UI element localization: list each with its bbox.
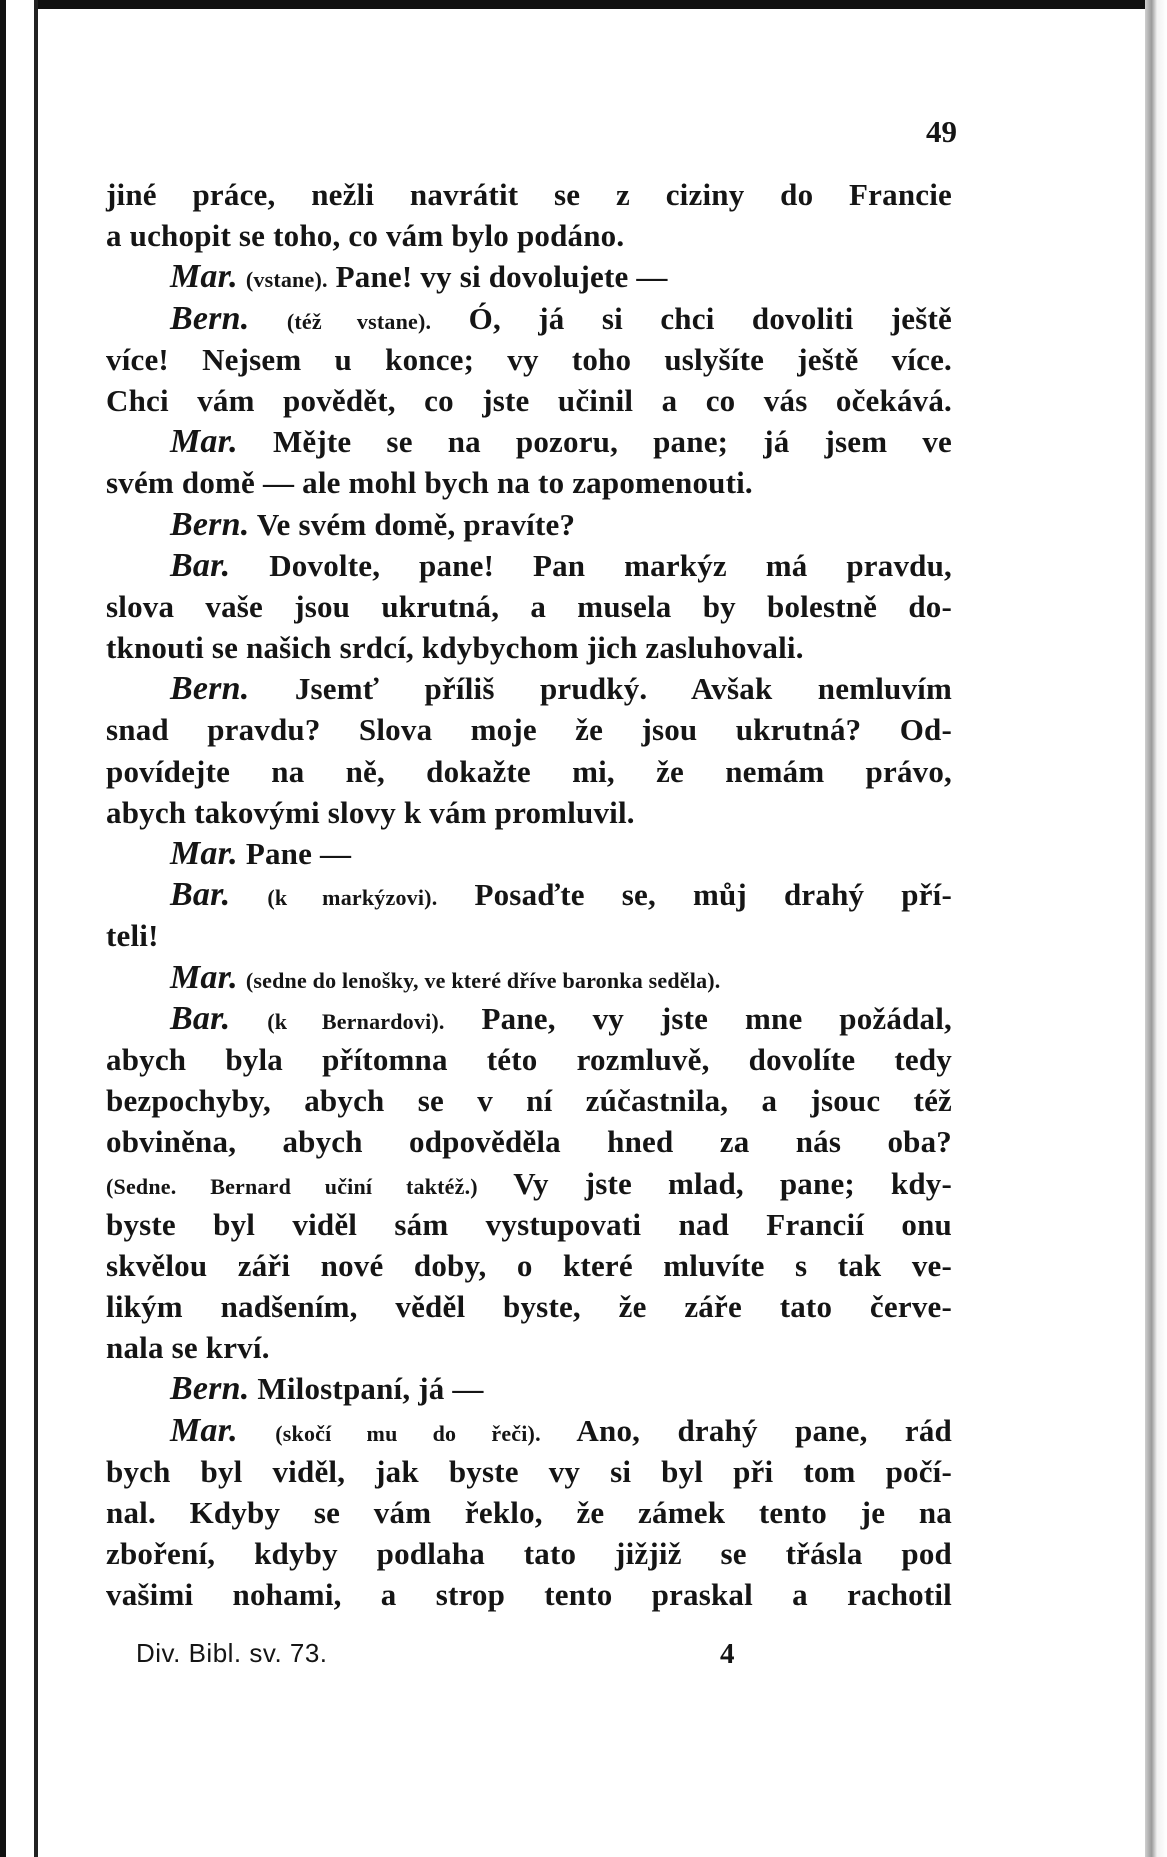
stage-direction: (k markýzovi). bbox=[267, 885, 438, 911]
stage-direction: (skočí mu do řeči). bbox=[275, 1420, 541, 1446]
dialogue-line bbox=[106, 998, 952, 1039]
speaker-name: Bar. bbox=[170, 546, 231, 584]
text-line bbox=[106, 174, 952, 215]
speaker-name: Mar. bbox=[170, 258, 238, 296]
speaker-name: Bern. bbox=[170, 670, 250, 708]
stage-direction: (vstane). bbox=[245, 267, 328, 293]
text-block bbox=[106, 174, 952, 1616]
line-text: skvělou záři nové doby, o které mluvíte s tak ve- bbox=[106, 1247, 952, 1283]
dialogue-line bbox=[106, 957, 952, 998]
text-line bbox=[106, 586, 952, 627]
line-text: bezpochyby, abych se v ní zúčastnila, a jsouc též bbox=[106, 1083, 952, 1119]
page-number: 49 bbox=[926, 114, 957, 149]
line-text: Ó, já si chci dovoliti ještě bbox=[468, 300, 953, 336]
line-text: bych byl viděl, jak byste vy si byl při tom počí- bbox=[106, 1453, 952, 1489]
text-line bbox=[106, 1039, 952, 1080]
speaker-name: Mar. bbox=[170, 1411, 238, 1449]
text-line bbox=[106, 1080, 952, 1121]
text-line bbox=[106, 751, 952, 792]
line-text: tknouti se našich srdcí, kdybychom jich zasluhovali. bbox=[106, 630, 804, 666]
dialogue-line bbox=[106, 545, 952, 586]
speaker-name: Bern. bbox=[170, 1370, 250, 1408]
line-text: Jsemť příliš prudký. Avšak nemluvím bbox=[294, 671, 953, 707]
text-line bbox=[106, 1492, 952, 1533]
line-text: svém domě — ale mohl bych na to zapomenouti. bbox=[106, 465, 753, 501]
line-text: Posaďte se, můj drahý pří- bbox=[474, 877, 953, 913]
speaker-name: Mar. bbox=[170, 958, 238, 996]
stage-direction: (k Bernardovi). bbox=[267, 1008, 445, 1034]
line-text: Vy jste mlad, pane; kdy- bbox=[513, 1165, 953, 1201]
text-line bbox=[106, 709, 952, 750]
text-line bbox=[106, 462, 952, 503]
line-text: více! Nejsem u konce; vy toho uslyšíte ještě více. bbox=[106, 341, 952, 377]
line-text: Pane! vy si dovolujete — bbox=[335, 259, 668, 295]
line-text: vašimi nohami, a strop tento praskal a rachotil bbox=[106, 1577, 952, 1613]
stage-direction: (Sedne. Bernard učiní taktéž.) bbox=[106, 1173, 478, 1199]
line-text: Chci vám povědět, co jste učinil a co vás očekává. bbox=[106, 382, 952, 418]
text-line bbox=[106, 915, 952, 956]
line-text: nal. Kdyby se vám řeklo, že zámek tento je na bbox=[106, 1495, 952, 1530]
dialogue-line bbox=[106, 298, 952, 339]
footer-sheet-number: 4 bbox=[720, 1638, 735, 1670]
line-text: abych takovými slovy k vám promluvil. bbox=[106, 794, 635, 830]
line-text: Ve svém domě, pravíte? bbox=[256, 506, 576, 542]
dialogue-line bbox=[106, 1410, 952, 1451]
speaker-name: Bern. bbox=[170, 505, 250, 543]
line-text: nala se krví. bbox=[106, 1330, 270, 1366]
line-text: obviněna, abych odpověděla hned za nás oba? bbox=[106, 1124, 952, 1160]
line-text: povídejte na ně, dokažte mi, že nemám právo, bbox=[106, 753, 952, 789]
line-text: jiné práce, nežli navrátit se z ciziny do Francie bbox=[106, 177, 952, 212]
text-line bbox=[106, 1327, 952, 1368]
footer-signature: Div. Bibl. sv. 73. bbox=[136, 1638, 328, 1668]
dialogue-line bbox=[106, 833, 952, 874]
speaker-name: Mar. bbox=[170, 423, 238, 461]
text-line bbox=[106, 215, 952, 256]
line-text: Ano, drahý pane, rád bbox=[576, 1412, 952, 1448]
line-text: Milostpaní, já — bbox=[257, 1371, 484, 1407]
dialogue-line bbox=[106, 1368, 952, 1409]
speaker-name: Bar. bbox=[170, 876, 231, 914]
page-top-edge bbox=[0, 0, 1167, 9]
page-left-edge bbox=[0, 0, 38, 1857]
speaker-name: Mar. bbox=[170, 835, 238, 872]
text-line bbox=[106, 1121, 952, 1162]
line-text: Pane — bbox=[245, 836, 352, 871]
line-text: slova vaše jsou ukrutná, a musela by bolestně do- bbox=[106, 588, 952, 624]
speaker-name: Bern. bbox=[170, 299, 250, 337]
text-line bbox=[106, 627, 952, 668]
dialogue-line bbox=[106, 874, 952, 915]
stage-direction: (sedne do lenošky, ve které dříve baronka seděla). bbox=[245, 967, 721, 993]
speaker-name: Bar. bbox=[170, 999, 231, 1037]
text-line bbox=[106, 1451, 952, 1492]
line-text: a uchopit se toho, co vám bylo podáno. bbox=[106, 218, 625, 254]
text-line bbox=[106, 380, 952, 421]
text-line bbox=[106, 1245, 952, 1286]
text-line bbox=[106, 792, 952, 833]
text-line bbox=[106, 1163, 952, 1204]
line-text: likým nadšením, věděl byste, že záře tato červe- bbox=[106, 1289, 952, 1325]
page-right-edge bbox=[1145, 0, 1167, 1857]
line-text: Mějte se na pozoru, pane; já jsem ve bbox=[272, 424, 952, 460]
dialogue-line bbox=[106, 421, 952, 462]
text-line bbox=[106, 1286, 952, 1327]
dialogue-line bbox=[106, 668, 952, 709]
text-line bbox=[106, 1574, 952, 1615]
dialogue-line bbox=[106, 256, 952, 297]
stage-direction: (též vstane). bbox=[286, 308, 432, 334]
line-text: abych byla přítomna této rozmluvě, dovolíte tedy bbox=[106, 1041, 952, 1077]
text-line bbox=[106, 339, 952, 380]
line-text: zboření, kdyby podlaha tato jižjiž se třásla pod bbox=[106, 1536, 952, 1572]
dialogue-line bbox=[106, 504, 952, 545]
line-text: teli! bbox=[106, 918, 159, 954]
line-text: Dovolte, pane! Pan markýz má pravdu, bbox=[269, 547, 952, 583]
text-line bbox=[106, 1204, 952, 1245]
line-text: Pane, vy jste mne požádal, bbox=[481, 1000, 952, 1036]
line-text: byste byl viděl sám vystupovati nad Francií onu bbox=[106, 1206, 952, 1242]
line-text: snad pravdu? Slova moje že jsou ukrutná? Od- bbox=[106, 712, 952, 748]
text-line bbox=[106, 1533, 952, 1574]
